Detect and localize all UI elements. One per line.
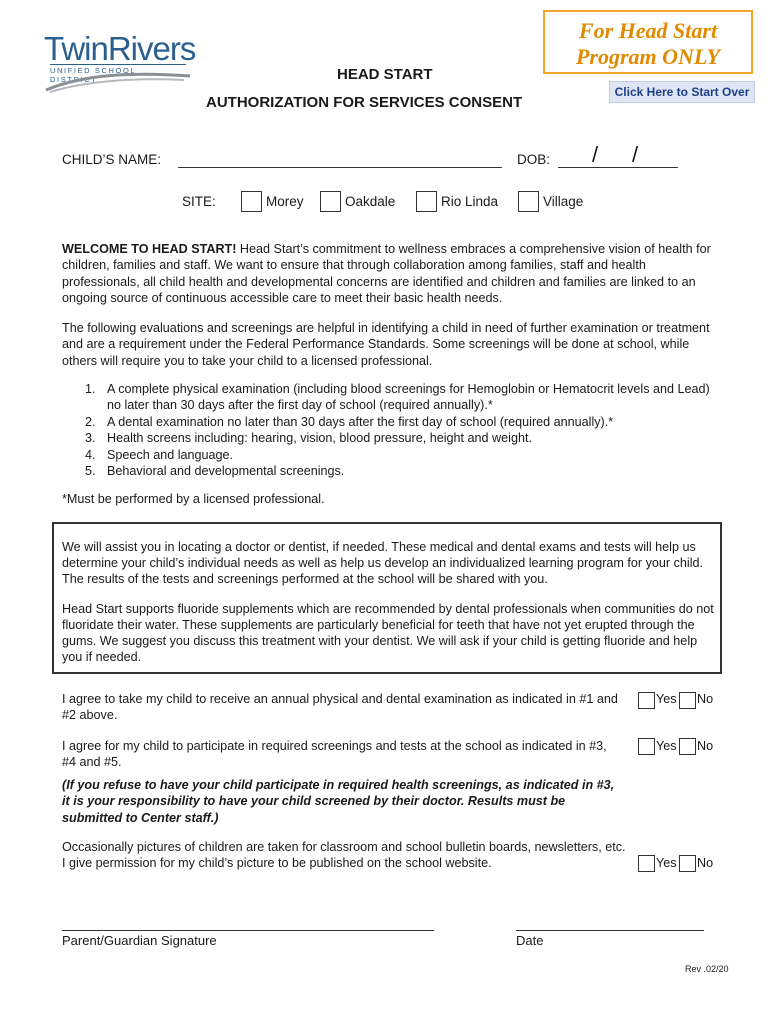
list-text: A dental examination no later than 30 days after the first day of school (required annually).*: [107, 414, 614, 429]
site-village-checkbox[interactable]: [518, 191, 539, 212]
logo-swoosh-icon: [44, 70, 194, 94]
site-morey-checkbox[interactable]: [241, 191, 262, 212]
list-number: 3.: [85, 431, 96, 446]
welcome-body: Head Start’s commitment to wellness embraces a comprehensive vision of health for children, families and staff. We want to ensure that through collaboration among families, staff and health professionals, all child health and developmental concerns are identified and children and families are linked to an ongoing source of continuous accessible care to meet their basic health needs.: [62, 242, 711, 306]
district-logo: [44, 30, 195, 68]
list-item: [85, 447, 725, 463]
child-name-label: CHILD’S NAME:: [62, 152, 162, 167]
welcome-paragraph: [62, 241, 722, 307]
agreement-screenings-text: I agree for my child to participate in required screenings and tests at the school as indicated in #3, #4 and #5.: [62, 739, 607, 770]
agreement-exam-yes-label: Yes: [656, 692, 677, 706]
list-text: A complete physical examination (including blood screenings for Hemoglobin or Hematocrit levels and Lead) no later than 30 days after the first day of school (required annually).*: [107, 382, 710, 413]
list-text: Behavioral and developmental screenings.: [107, 464, 345, 479]
list-item: [85, 381, 725, 414]
site-oakdale-checkbox[interactable]: [320, 191, 341, 212]
page-title: HEAD START: [337, 66, 433, 83]
agreement-screenings-yes-label: Yes: [656, 739, 677, 753]
list-number: 2.: [85, 414, 96, 429]
agreement-screenings-no-checkbox[interactable]: [679, 738, 696, 755]
list-text: Health screens including: hearing, vision, blood pressure, height and weight.: [107, 431, 532, 446]
requirements-list: [85, 381, 725, 479]
program-only-box: [543, 10, 753, 74]
program-box-line2: Program ONLY: [575, 44, 720, 69]
agreement-exam-no-checkbox[interactable]: [679, 692, 696, 709]
start-over-button[interactable]: Click Here to Start Over: [609, 81, 755, 103]
child-name-field[interactable]: [178, 167, 502, 168]
pictures-no-label: No: [697, 856, 714, 870]
parent-signature-label: Parent/Guardian Signature: [62, 933, 217, 948]
list-item: [85, 463, 725, 479]
page-subtitle: AUTHORIZATION FOR SERVICES CONSENT: [206, 94, 523, 111]
pictures-no-checkbox[interactable]: [679, 855, 696, 872]
program-box-line1: For Head Start: [578, 18, 718, 43]
dob-field[interactable]: [558, 167, 678, 168]
signature-date-field[interactable]: [516, 930, 704, 931]
signature-date-label: Date: [516, 933, 544, 948]
site-rio-linda-label: Rio Linda: [441, 194, 499, 209]
pictures-permission-text: Occasionally pictures of children are taken for classroom and school bulletin boards, newsletters, etc. I give permission for my child’s picture to be published on the school website.: [62, 840, 626, 871]
revision-label: Rev .02/20: [685, 964, 729, 974]
agreement-exam-yes-checkbox[interactable]: [638, 692, 655, 709]
site-oakdale-label: Oakdale: [345, 194, 396, 209]
logo-subtitle: UNIFIED SCHOOL DISTRICT: [50, 64, 186, 84]
dob-separator-1: /: [592, 142, 599, 167]
parent-signature-field[interactable]: [62, 930, 434, 931]
site-village-label: Village: [543, 194, 584, 209]
refuse-note: (If you refuse to have your child participate in required health screenings, as indicated in #3, it is your responsibility to have your child screened by their doctor. Results must be submitted to Center staff.): [62, 778, 615, 825]
pictures-yes-checkbox[interactable]: [638, 855, 655, 872]
info-box-paragraph-2: Head Start supports fluoride supplements which are recommended by dental professionals when communities do not fluoridate their water. These supplements are particularly beneficial for teeth that have not yet erupted through the gums. We suggest you discuss this treatment with your dentist. We will ask if your child is getting fluoride and help you if needed.: [62, 602, 714, 664]
site-morey-label: Morey: [266, 194, 304, 209]
agreement-exam-no-label: No: [697, 692, 714, 706]
welcome-lead: WELCOME TO HEAD START!: [62, 242, 237, 256]
list-number: 1.: [85, 382, 96, 396]
list-text: Speech and language.: [107, 447, 234, 462]
pictures-yes-label: Yes: [656, 856, 677, 870]
info-box-paragraph-1: We will assist you in locating a doctor or dentist, if needed. These medical and dental exams and tests will help us determine your child’s individual needs as well as help us develop an individualized learning program for your child. The results of the tests and screenings performed at the school will be shared with you.: [62, 540, 704, 586]
list-item: [85, 414, 725, 430]
logo-text: TwinRivers: [44, 30, 196, 67]
site-rio-linda-checkbox[interactable]: [416, 191, 437, 212]
footnote: *Must be performed by a licensed professional.: [62, 492, 325, 506]
agreement-screenings-yes-checkbox[interactable]: [638, 738, 655, 755]
evaluations-intro: The following evaluations and screenings are helpful in identifying a child in need of further examination or treatment and are a requirement under the Federal Performance Standards. Some screenings will be done at school, while others will require you to take your child to a licensed professional.: [62, 321, 710, 368]
dob-label: DOB:: [517, 152, 551, 167]
list-number: 4.: [85, 447, 96, 462]
dob-separator-2: /: [632, 142, 639, 167]
agreement-exam-text: I agree to take my child to receive an annual physical and dental examination as indicated in #1 and #2 above.: [62, 692, 618, 723]
agreement-screenings-no-label: No: [697, 739, 714, 753]
site-label: SITE:: [182, 194, 216, 209]
list-item: [85, 430, 725, 446]
list-number: 5.: [85, 464, 96, 479]
